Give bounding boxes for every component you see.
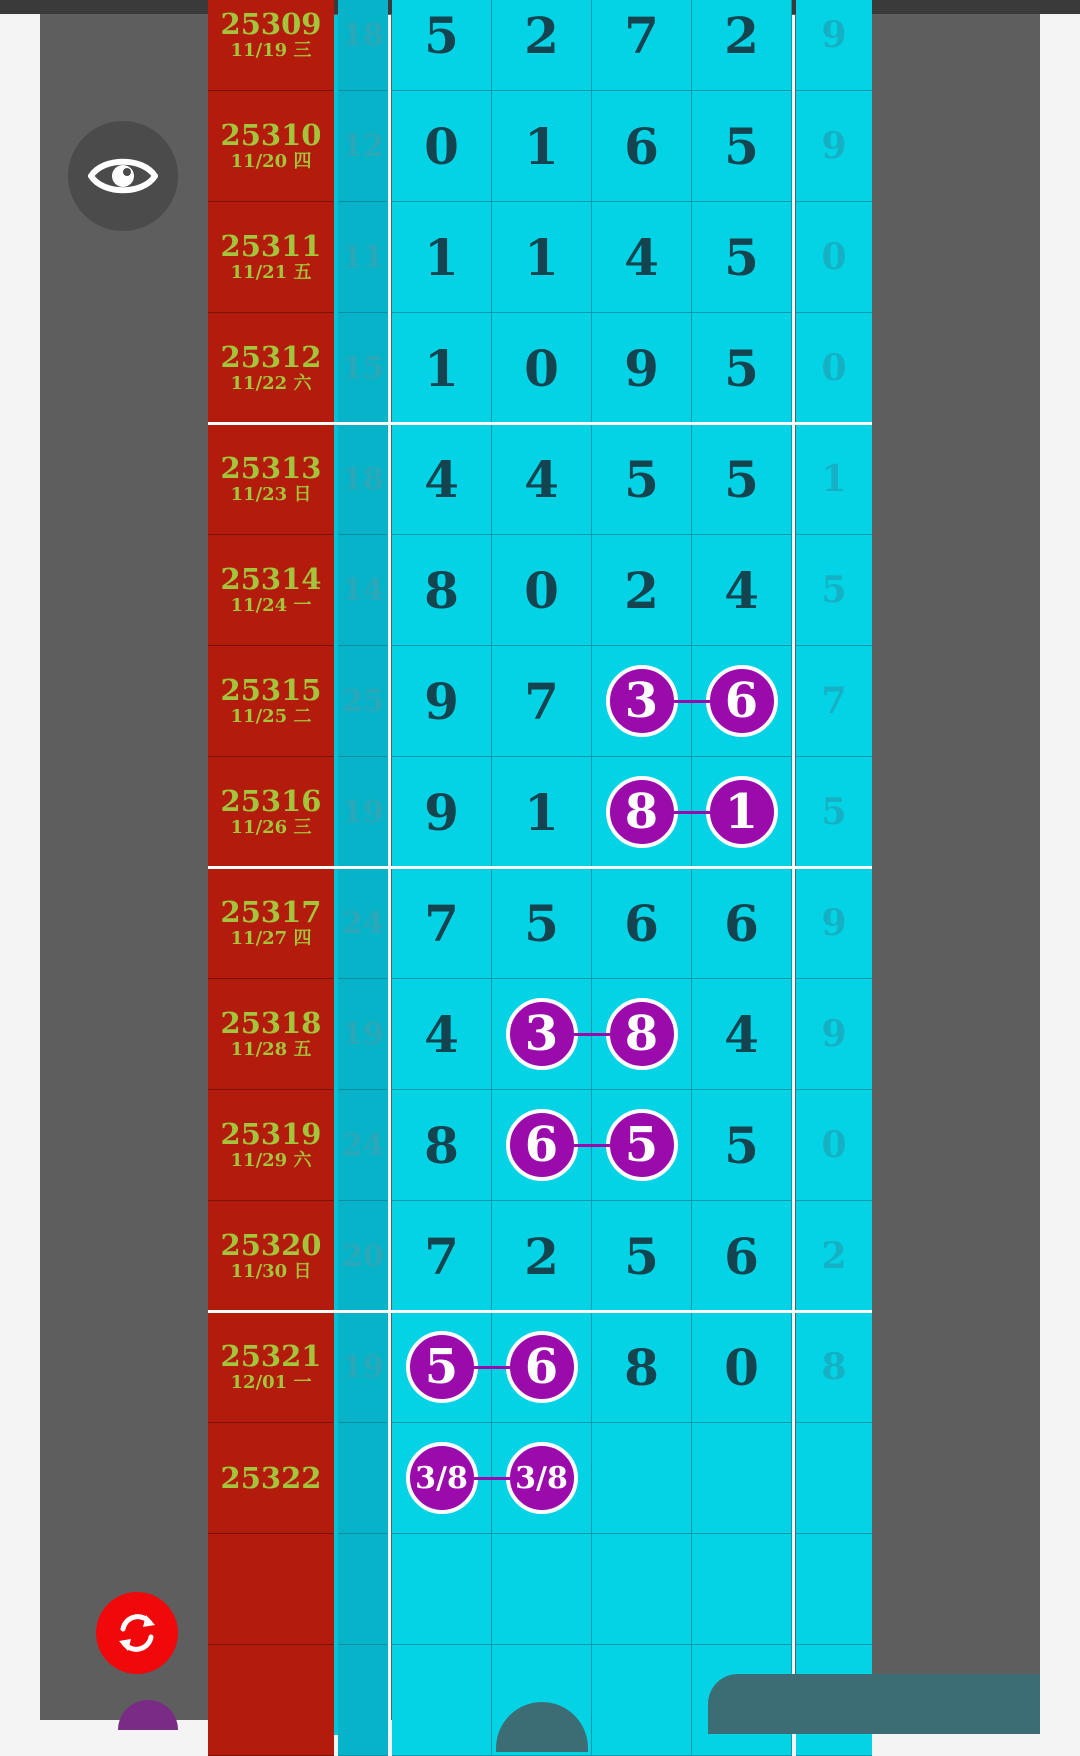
tail-cell: 9 — [796, 91, 872, 202]
highlight-circle: 1 — [706, 776, 778, 848]
tail-cell: 7 — [796, 646, 872, 757]
period-number: 25309 — [220, 7, 322, 41]
table-row — [208, 868, 872, 979]
highlight-circle: 3 — [606, 665, 678, 737]
bottom-toolbar[interactable] — [708, 1674, 1040, 1734]
period-date: 11/25 二 — [230, 706, 312, 727]
period-number: 25310 — [220, 118, 322, 152]
highlight-circle: 6 — [506, 1109, 578, 1181]
toggle-visibility-button[interactable] — [68, 121, 178, 231]
tail-cell: 9 — [796, 0, 872, 91]
sum-cell: 25 — [338, 646, 388, 757]
table-row — [208, 1534, 872, 1645]
digit-cell: 0 — [392, 91, 492, 202]
digit-cell: 2 — [692, 0, 792, 91]
circle-connector — [674, 811, 710, 814]
highlight-circle: 8 — [606, 776, 678, 848]
tail-cell: 9 — [796, 868, 872, 979]
tail-cell: 5 — [796, 535, 872, 646]
tail-cell: 0 — [796, 202, 872, 313]
digit-cell: 1 — [492, 202, 592, 313]
digit-cell: 8 — [592, 1312, 692, 1423]
highlight-circle: 6 — [706, 665, 778, 737]
refresh-icon — [113, 1609, 161, 1657]
digit-cell: 5 — [492, 868, 592, 979]
tail-cell: 9 — [796, 979, 872, 1090]
sum-cell — [338, 1534, 388, 1645]
period-cell — [208, 0, 334, 91]
column-divider — [334, 15, 338, 1735]
column-divider — [388, 15, 391, 1735]
period-number: 25313 — [220, 451, 322, 485]
digit-cell: 9 — [392, 757, 492, 868]
period-cell — [208, 646, 334, 757]
period-cell — [208, 1534, 334, 1645]
period-cell — [208, 313, 334, 424]
table-row — [208, 757, 872, 868]
sum-cell: 19 — [338, 979, 388, 1090]
period-number: 25314 — [220, 562, 322, 596]
sum-cell: 11 — [338, 202, 388, 313]
period-number: 25316 — [220, 784, 322, 818]
digit-cell: 6 — [592, 868, 692, 979]
sum-cell: 19 — [338, 1312, 388, 1423]
period-cell — [208, 1090, 334, 1201]
digit-cell — [492, 1534, 592, 1645]
table-row — [208, 979, 872, 1090]
digit-cell: 7 — [392, 868, 492, 979]
period-cell — [208, 424, 334, 535]
sum-cell: 12 — [338, 91, 388, 202]
digit-cell — [692, 1423, 792, 1534]
digit-cell: 9 — [392, 646, 492, 757]
period-number: 25321 — [220, 1339, 322, 1373]
digit-cell: 7 — [492, 646, 592, 757]
digit-cell: 5 — [592, 424, 692, 535]
period-number: 25317 — [220, 895, 322, 929]
period-number: 25312 — [220, 340, 322, 374]
period-date: 11/24 一 — [230, 595, 312, 616]
period-date: 11/27 四 — [230, 928, 312, 949]
digit-cell: 6 — [592, 91, 692, 202]
digit-cell: 7 — [392, 1201, 492, 1312]
group-divider — [208, 422, 872, 425]
sum-cell: 24 — [338, 1090, 388, 1201]
period-cell — [208, 91, 334, 202]
digit-cell: 5 — [692, 313, 792, 424]
period-date: 11/19 三 — [230, 40, 312, 61]
digit-cell: 5 — [692, 202, 792, 313]
period-cell — [208, 1312, 334, 1423]
table-row — [208, 1201, 872, 1312]
period-number: 25318 — [220, 1006, 322, 1040]
group-divider — [208, 866, 872, 869]
table-row — [208, 424, 872, 535]
eye-icon — [88, 153, 158, 199]
period-number: 25322 — [220, 1461, 322, 1495]
highlight-circle: 6 — [506, 1331, 578, 1403]
highlight-circle: 3/8 — [506, 1442, 578, 1514]
digit-cell: 0 — [492, 313, 592, 424]
digit-cell: 4 — [392, 424, 492, 535]
table-row — [208, 1090, 872, 1201]
digit-cell: 1 — [392, 313, 492, 424]
digit-cell: 4 — [692, 535, 792, 646]
table-row — [208, 91, 872, 202]
highlight-circle: 5 — [606, 1109, 678, 1181]
digit-cell — [692, 1534, 792, 1645]
period-cell — [208, 979, 334, 1090]
tail-cell: 1 — [796, 424, 872, 535]
digit-cell: 1 — [492, 91, 592, 202]
digit-cell: 1 — [392, 202, 492, 313]
digit-cell: 0 — [492, 535, 592, 646]
sum-cell: 18 — [338, 424, 388, 535]
digit-cell — [592, 1534, 692, 1645]
period-date: 11/26 三 — [230, 817, 312, 838]
tail-cell — [796, 1423, 872, 1534]
period-cell — [208, 535, 334, 646]
digit-cell — [392, 1534, 492, 1645]
highlight-circle: 5 — [406, 1331, 478, 1403]
circle-connector — [574, 1033, 610, 1036]
table-row — [208, 1423, 872, 1534]
sum-cell: 19 — [338, 757, 388, 868]
table-row — [208, 535, 872, 646]
digit-cell: 9 — [592, 313, 692, 424]
digit-cell: 4 — [392, 979, 492, 1090]
circle-connector — [474, 1477, 510, 1480]
table-row — [208, 202, 872, 313]
digit-cell: 2 — [592, 535, 692, 646]
digit-cell: 8 — [392, 1090, 492, 1201]
digit-cell — [592, 1645, 692, 1756]
digit-cell: 4 — [692, 979, 792, 1090]
digit-cell: 8 — [392, 535, 492, 646]
tail-cell: 5 — [796, 757, 872, 868]
group-divider — [208, 1310, 872, 1313]
sum-cell — [338, 1645, 388, 1756]
digit-cell: 2 — [492, 0, 592, 91]
circle-connector — [474, 1366, 510, 1369]
circle-connector — [674, 700, 710, 703]
digit-cell — [392, 1645, 492, 1756]
table-row — [208, 646, 872, 757]
tail-cell — [796, 1534, 872, 1645]
tail-cell: 0 — [796, 1090, 872, 1201]
circle-connector — [574, 1144, 610, 1147]
tail-cell: 0 — [796, 313, 872, 424]
period-date: 11/23 日 — [230, 484, 312, 505]
period-date: 11/29 六 — [230, 1150, 312, 1171]
sum-cell: 24 — [338, 868, 388, 979]
column-divider — [792, 15, 795, 1735]
digit-cell: 0 — [692, 1312, 792, 1423]
period-cell — [208, 757, 334, 868]
refresh-button[interactable] — [96, 1592, 178, 1674]
period-number: 25320 — [220, 1228, 322, 1262]
digit-cell: 1 — [492, 757, 592, 868]
period-date: 12/01 一 — [230, 1372, 312, 1393]
highlight-circle: 3/8 — [406, 1442, 478, 1514]
period-date: 11/20 四 — [230, 151, 312, 172]
table-row — [208, 0, 872, 91]
digit-cell: 6 — [692, 1201, 792, 1312]
table-row — [208, 1312, 872, 1423]
sum-cell: 14 — [338, 535, 388, 646]
digit-cell: 6 — [692, 868, 792, 979]
digit-cell: 5 — [692, 91, 792, 202]
sum-cell: 18 — [338, 0, 388, 91]
digit-cell: 5 — [692, 1090, 792, 1201]
period-number: 25315 — [220, 673, 322, 707]
digit-cell: 5 — [392, 0, 492, 91]
period-date: 11/30 日 — [230, 1261, 312, 1282]
sum-cell: 15 — [338, 313, 388, 424]
digit-cell: 4 — [592, 202, 692, 313]
digit-cell: 5 — [692, 424, 792, 535]
tail-cell: 8 — [796, 1312, 872, 1423]
sum-cell: 20 — [338, 1201, 388, 1312]
period-date: 11/28 五 — [230, 1039, 312, 1060]
period-cell — [208, 1645, 334, 1756]
digit-cell: 4 — [492, 424, 592, 535]
period-cell — [208, 202, 334, 313]
highlight-circle: 3 — [506, 998, 578, 1070]
period-cell — [208, 1201, 334, 1312]
period-cell — [208, 1423, 334, 1534]
period-number: 25319 — [220, 1117, 322, 1151]
period-date: 11/22 六 — [230, 373, 312, 394]
period-date: 11/21 五 — [230, 262, 312, 283]
table-row — [208, 313, 872, 424]
digit-cell — [592, 1423, 692, 1534]
highlight-circle: 8 — [606, 998, 678, 1070]
digit-cell: 5 — [592, 1201, 692, 1312]
period-number: 25311 — [220, 229, 322, 263]
tail-cell: 2 — [796, 1201, 872, 1312]
sum-cell — [338, 1423, 388, 1534]
digit-cell: 2 — [492, 1201, 592, 1312]
period-cell — [208, 868, 334, 979]
digit-cell: 7 — [592, 0, 692, 91]
